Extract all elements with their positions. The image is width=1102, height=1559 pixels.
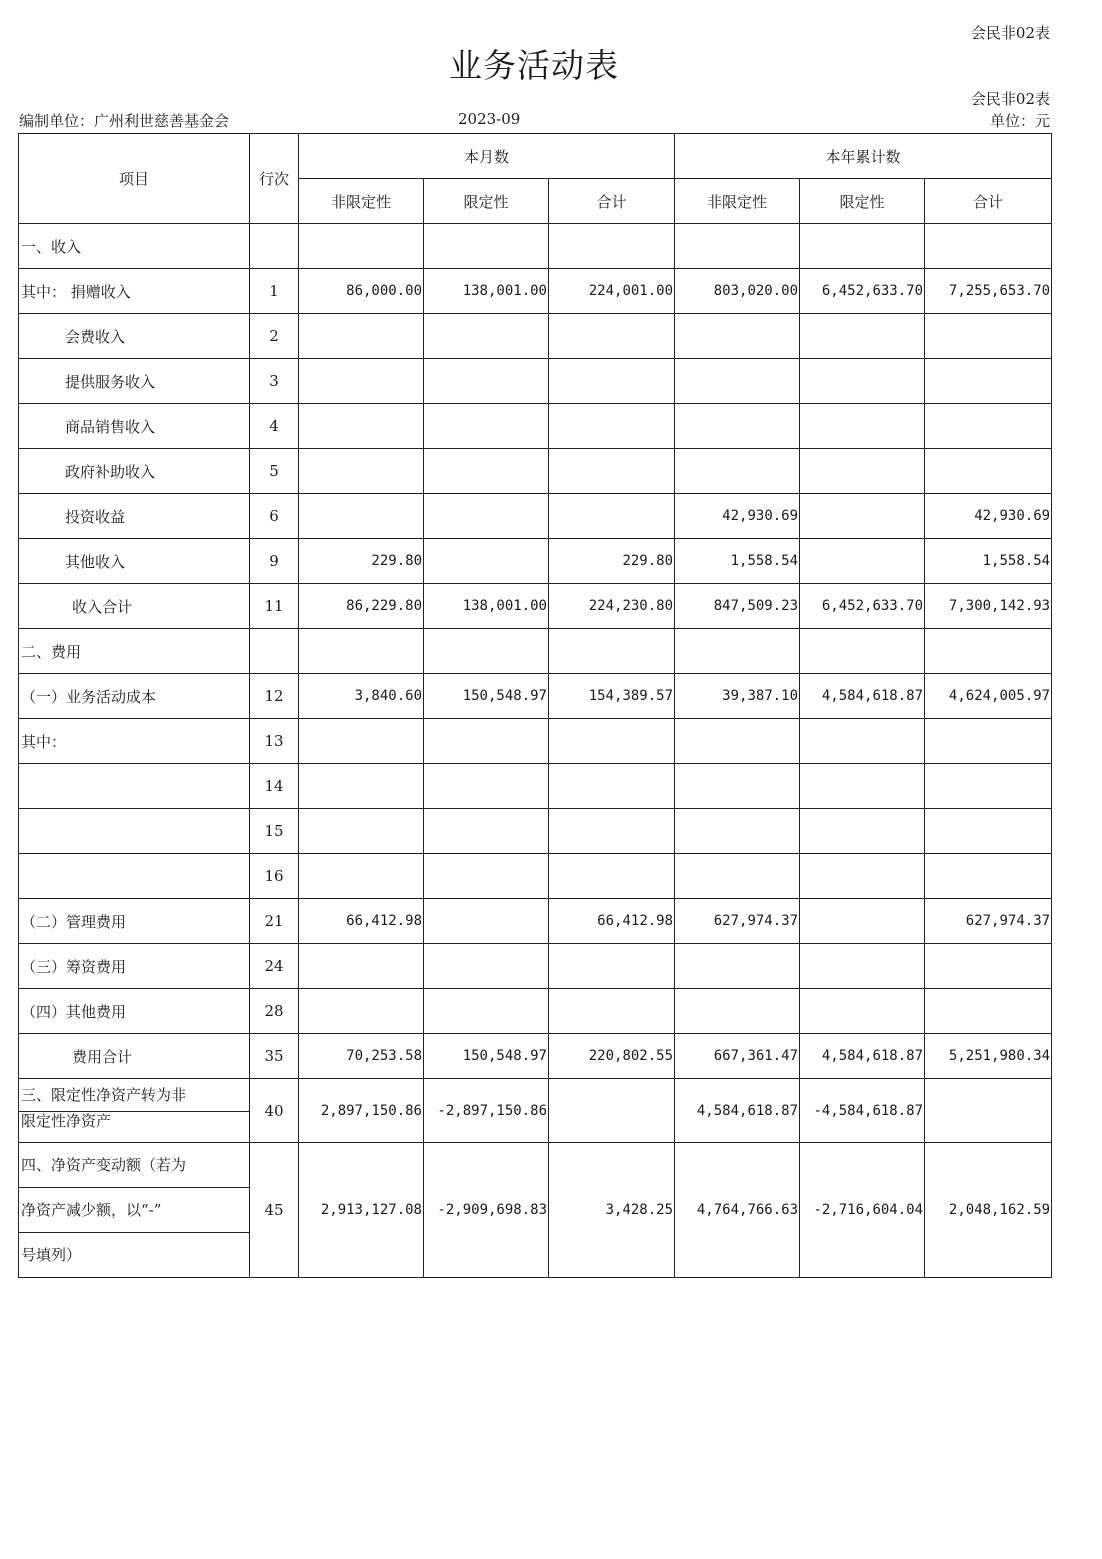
- form-code-secondary: 会民非02表: [970, 90, 1050, 108]
- value-cell: [800, 989, 925, 1034]
- value-cell: [925, 359, 1052, 404]
- value-cell: 3,428.25: [549, 1143, 675, 1278]
- value-cell: 2,913,127.08: [299, 1143, 424, 1278]
- row-label: 其他收入: [19, 539, 250, 584]
- value-cell: [299, 494, 424, 539]
- value-cell: [800, 944, 925, 989]
- header-line: 行次: [250, 134, 299, 224]
- table-row: [19, 719, 1052, 764]
- value-cell: [800, 224, 925, 269]
- table-row: [19, 359, 1052, 404]
- value-cell: 4,584,618.87: [800, 674, 925, 719]
- value-cell: [299, 629, 424, 674]
- row-label: 政府补助收入: [19, 449, 250, 494]
- row-label: （四）其他费用: [19, 989, 250, 1034]
- value-cell: [299, 854, 424, 899]
- unit-label: 单位：元: [989, 112, 1050, 130]
- value-cell: 224,230.80: [549, 584, 675, 629]
- value-cell: [424, 764, 549, 809]
- value-cell: 6,452,633.70: [800, 269, 925, 314]
- row-label: [19, 809, 250, 854]
- organization-label: 编制单位：广州利世慈善基金会: [19, 112, 230, 130]
- value-cell: [299, 359, 424, 404]
- row-line-number: 3: [250, 359, 299, 404]
- row-label: [19, 1079, 250, 1143]
- value-cell: 803,020.00: [675, 269, 800, 314]
- table-row: [19, 989, 1052, 1034]
- value-cell: [925, 854, 1052, 899]
- value-cell: 150,548.97: [424, 1034, 549, 1079]
- value-cell: [800, 404, 925, 449]
- value-cell: 667,361.47: [675, 1034, 800, 1079]
- row-label: 投资收益: [19, 494, 250, 539]
- value-cell: [675, 629, 800, 674]
- report-period: 2023-09: [458, 110, 521, 128]
- row-line-number: 16: [250, 854, 299, 899]
- value-cell: [675, 854, 800, 899]
- table-row: [19, 584, 1052, 629]
- value-cell: [549, 404, 675, 449]
- row-line-number: 4: [250, 404, 299, 449]
- value-cell: [299, 944, 424, 989]
- value-cell: [675, 404, 800, 449]
- value-cell: [549, 809, 675, 854]
- value-cell: [675, 989, 800, 1034]
- table-row-40: [19, 1079, 1052, 1143]
- value-cell: -2,716,604.04: [800, 1143, 925, 1278]
- value-cell: 70,253.58: [299, 1034, 424, 1079]
- table-row: [19, 1034, 1052, 1079]
- header-month-group: 本月数: [299, 134, 675, 179]
- table-row: [19, 629, 1052, 674]
- value-cell: [675, 944, 800, 989]
- value-cell: [675, 314, 800, 359]
- value-cell: [800, 494, 925, 539]
- value-cell: [800, 449, 925, 494]
- value-cell: [549, 1079, 675, 1143]
- row-label: 提供服务收入: [19, 359, 250, 404]
- header-year-total: 合计: [925, 179, 1052, 224]
- value-cell: 1,558.54: [675, 539, 800, 584]
- value-cell: 5,251,980.34: [925, 1034, 1052, 1079]
- row-label: 收入合计: [19, 584, 250, 629]
- row-label-line-1: 四、净资产变动额（若为: [19, 1143, 249, 1188]
- value-cell: [925, 809, 1052, 854]
- header-year-unrestricted: 非限定性: [675, 179, 800, 224]
- row-label: 商品销售收入: [19, 404, 250, 449]
- value-cell: 39,387.10: [675, 674, 800, 719]
- row-label: 其中： 捐赠收入: [19, 269, 250, 314]
- value-cell: [424, 944, 549, 989]
- value-cell: 229.80: [299, 539, 424, 584]
- form-code: 会民非02表: [970, 24, 1050, 42]
- value-cell: 138,001.00: [424, 269, 549, 314]
- row-label-line-1: 三、限定性净资产转为非: [19, 1079, 249, 1112]
- row-line-number: 15: [250, 809, 299, 854]
- value-cell: 4,764,766.63: [675, 1143, 800, 1278]
- row-line-number: 6: [250, 494, 299, 539]
- value-cell: [800, 854, 925, 899]
- table-row: [19, 314, 1052, 359]
- header-year-group: 本年累计数: [675, 134, 1052, 179]
- row-line-number: 40: [250, 1079, 299, 1143]
- value-cell: 4,584,618.87: [675, 1079, 800, 1143]
- value-cell: [925, 1079, 1052, 1143]
- value-cell: -2,897,150.86: [424, 1079, 549, 1143]
- table-row-45: [19, 1143, 1052, 1278]
- row-line-number: 21: [250, 899, 299, 944]
- table-row: [19, 224, 1052, 269]
- row-line-number: 45: [250, 1143, 299, 1278]
- row-label-line-2: 限定性净资产: [21, 1112, 112, 1130]
- table-row: [19, 854, 1052, 899]
- row-label: [19, 1143, 250, 1278]
- value-cell: 220,802.55: [549, 1034, 675, 1079]
- value-cell: [299, 989, 424, 1034]
- table-row: [19, 809, 1052, 854]
- row-line-number: 11: [250, 584, 299, 629]
- value-cell: 627,974.37: [925, 899, 1052, 944]
- value-cell: [424, 899, 549, 944]
- table-row: [19, 539, 1052, 584]
- value-cell: 7,300,142.93: [925, 584, 1052, 629]
- page-title: 业务活动表: [449, 46, 619, 85]
- header-row-1: [19, 134, 1052, 179]
- value-cell: [549, 314, 675, 359]
- value-cell: [549, 719, 675, 764]
- row-label: 其中：: [19, 719, 250, 764]
- value-cell: [549, 449, 675, 494]
- value-cell: [549, 854, 675, 899]
- value-cell: [925, 449, 1052, 494]
- row-label: （二）管理费用: [19, 899, 250, 944]
- activity-report-table: [18, 133, 1052, 1278]
- value-cell: 224,001.00: [549, 269, 675, 314]
- row-line-number: 1: [250, 269, 299, 314]
- value-cell: 66,412.98: [549, 899, 675, 944]
- value-cell: [800, 539, 925, 584]
- value-cell: [675, 449, 800, 494]
- value-cell: 1,558.54: [925, 539, 1052, 584]
- value-cell: [424, 449, 549, 494]
- value-cell: -2,909,698.83: [424, 1143, 549, 1278]
- value-cell: [925, 224, 1052, 269]
- value-cell: -4,584,618.87: [800, 1079, 925, 1143]
- value-cell: [549, 944, 675, 989]
- value-cell: 2,897,150.86: [299, 1079, 424, 1143]
- value-cell: [925, 989, 1052, 1034]
- value-cell: 150,548.97: [424, 674, 549, 719]
- value-cell: [925, 719, 1052, 764]
- value-cell: 3,840.60: [299, 674, 424, 719]
- value-cell: 627,974.37: [675, 899, 800, 944]
- value-cell: [424, 224, 549, 269]
- table-row: [19, 269, 1052, 314]
- value-cell: 6,452,633.70: [800, 584, 925, 629]
- value-cell: [675, 809, 800, 854]
- value-cell: [424, 989, 549, 1034]
- table-row: [19, 764, 1052, 809]
- header-month-restricted: 限定性: [424, 179, 549, 224]
- header-item: 项目: [19, 134, 250, 224]
- value-cell: [925, 404, 1052, 449]
- row-label: 会费收入: [19, 314, 250, 359]
- value-cell: 42,930.69: [675, 494, 800, 539]
- value-cell: [299, 449, 424, 494]
- value-cell: [675, 224, 800, 269]
- row-line-number: 5: [250, 449, 299, 494]
- value-cell: 86,229.80: [299, 584, 424, 629]
- value-cell: 4,584,618.87: [800, 1034, 925, 1079]
- value-cell: [424, 404, 549, 449]
- row-line-number: 28: [250, 989, 299, 1034]
- value-cell: [549, 989, 675, 1034]
- header-month-total: 合计: [549, 179, 675, 224]
- value-cell: [800, 899, 925, 944]
- value-cell: [800, 809, 925, 854]
- value-cell: [549, 629, 675, 674]
- table-row: [19, 494, 1052, 539]
- value-cell: [800, 314, 925, 359]
- row-line-number: 2: [250, 314, 299, 359]
- value-cell: 138,001.00: [424, 584, 549, 629]
- table-row: [19, 404, 1052, 449]
- value-cell: [424, 719, 549, 764]
- row-line-number: [250, 224, 299, 269]
- value-cell: [800, 359, 925, 404]
- value-cell: [424, 629, 549, 674]
- value-cell: [675, 359, 800, 404]
- header-month-unrestricted: 非限定性: [299, 179, 424, 224]
- table-row: [19, 449, 1052, 494]
- value-cell: [424, 359, 549, 404]
- row-line-number: 35: [250, 1034, 299, 1079]
- value-cell: [675, 764, 800, 809]
- value-cell: 229.80: [549, 539, 675, 584]
- row-label: [19, 854, 250, 899]
- header-year-restricted: 限定性: [800, 179, 925, 224]
- value-cell: [299, 224, 424, 269]
- value-cell: 847,509.23: [675, 584, 800, 629]
- value-cell: [800, 719, 925, 764]
- value-cell: 2,048,162.59: [925, 1143, 1052, 1278]
- value-cell: [800, 764, 925, 809]
- value-cell: [299, 809, 424, 854]
- row-line-number: 14: [250, 764, 299, 809]
- row-line-number: 9: [250, 539, 299, 584]
- value-cell: [800, 629, 925, 674]
- value-cell: [675, 719, 800, 764]
- table-row: [19, 899, 1052, 944]
- value-cell: [549, 764, 675, 809]
- value-cell: [299, 314, 424, 359]
- row-label: 二、费用: [19, 629, 250, 674]
- value-cell: [299, 764, 424, 809]
- value-cell: [424, 539, 549, 584]
- value-cell: 154,389.57: [549, 674, 675, 719]
- row-line-number: [250, 629, 299, 674]
- value-cell: [925, 629, 1052, 674]
- value-cell: [424, 809, 549, 854]
- value-cell: 4,624,005.97: [925, 674, 1052, 719]
- value-cell: 7,255,653.70: [925, 269, 1052, 314]
- value-cell: [549, 494, 675, 539]
- value-cell: [549, 359, 675, 404]
- value-cell: [299, 404, 424, 449]
- value-cell: [925, 764, 1052, 809]
- value-cell: [925, 314, 1052, 359]
- value-cell: [424, 854, 549, 899]
- row-label: 费用合计: [19, 1034, 250, 1079]
- row-label-line-3: 号填列）: [21, 1246, 82, 1264]
- value-cell: [299, 719, 424, 764]
- value-cell: [925, 944, 1052, 989]
- table-row: [19, 674, 1052, 719]
- row-line-number: 13: [250, 719, 299, 764]
- value-cell: 86,000.00: [299, 269, 424, 314]
- row-label-line-2: 净资产减少额，以“-”: [19, 1188, 249, 1233]
- row-label: 一、收入: [19, 224, 250, 269]
- value-cell: [424, 314, 549, 359]
- table-row: [19, 944, 1052, 989]
- row-line-number: 12: [250, 674, 299, 719]
- row-label: （一）业务活动成本: [19, 674, 250, 719]
- row-line-number: 24: [250, 944, 299, 989]
- row-label: （三）筹资费用: [19, 944, 250, 989]
- row-label: [19, 764, 250, 809]
- value-cell: 66,412.98: [299, 899, 424, 944]
- value-cell: 42,930.69: [925, 494, 1052, 539]
- value-cell: [424, 494, 549, 539]
- value-cell: [549, 224, 675, 269]
